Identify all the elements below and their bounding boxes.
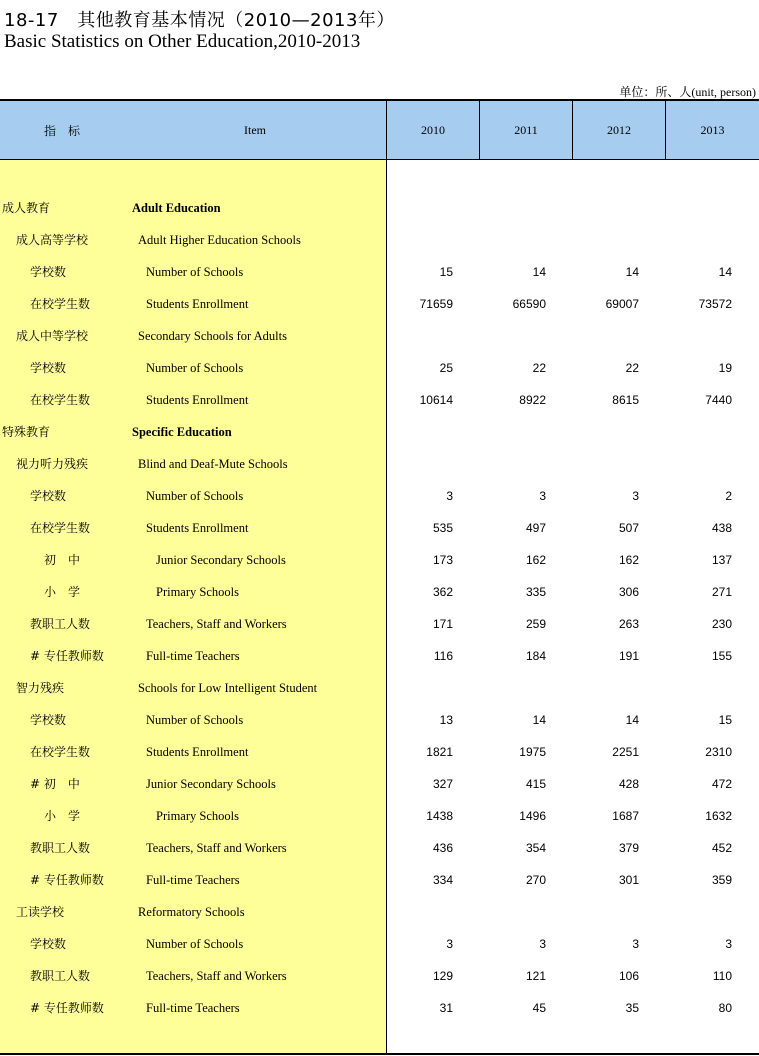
value-cell-2013: 2 [725,489,732,503]
table-row [0,358,759,378]
value-cell-2010: 13 [439,713,453,727]
row-label-english: Students Enrollment [146,297,249,311]
value-cell-2013: 438 [711,521,732,535]
value-cell-2010: 1821 [426,745,453,759]
value-cell-2013: 271 [711,585,732,599]
value-cell-2013: 452 [711,841,732,855]
value-cell-2010: 535 [432,521,453,535]
row-label-chinese: # 专任教师数 [30,649,104,663]
table-row [0,550,759,570]
value-cell-2011: 121 [525,969,546,983]
value-cell-2012: 191 [618,649,639,663]
value-cell-2010: 327 [432,777,453,791]
row-label-english: Teachers, Staff and Workers [146,841,287,855]
row-label-chinese: 成人中等学校 [16,329,89,343]
table-row [0,742,759,762]
row-label-english: Adult Education [132,201,221,215]
value-cell-2012: 162 [618,553,639,567]
value-cell-2013: 472 [711,777,732,791]
header-year-2012: 2012 [607,122,631,137]
value-cell-2010: 31 [439,1001,453,1015]
table-row [0,966,759,986]
header-year-2013: 2013 [700,122,725,137]
value-cell-2013: 7440 [705,393,732,407]
row-label-chinese: 在校学生数 [30,297,91,311]
value-cell-2011: 354 [525,841,546,855]
value-cell-2012: 8615 [612,393,639,407]
value-cell-2011: 259 [525,617,546,631]
header-indicator: 指 标 [43,123,80,138]
value-cell-2011: 270 [525,873,546,887]
value-cell-2012: 263 [618,617,639,631]
row-label-chinese: 学校数 [30,937,67,951]
row-label-chinese: # 专任教师数 [30,873,104,887]
value-cell-2011: 162 [525,553,546,567]
table-row [0,198,759,218]
value-cell-2010: 436 [432,841,453,855]
row-label-english: Adult Higher Education Schools [138,233,301,247]
row-label-english: Students Enrollment [146,521,249,535]
row-label-chinese: 在校学生数 [30,521,91,535]
row-label-chinese: 在校学生数 [30,745,91,759]
value-cell-2010: 3 [446,937,453,951]
table-row [0,262,759,282]
value-cell-2012: 301 [618,873,639,887]
row-label-english: Junior Secondary Schools [156,553,286,567]
row-label-chinese: 教职工人数 [30,617,91,631]
value-cell-2011: 3 [539,489,546,503]
row-label-chinese: 视力听力残疾 [16,457,89,471]
value-cell-2010: 129 [432,969,453,983]
row-label-english: Number of Schools [146,489,244,503]
unit-note: 单位：所、人(unit, person) [619,85,756,99]
row-label-english: Number of Schools [146,361,244,375]
table-row [0,678,759,698]
value-cell-2010: 10614 [419,393,453,407]
value-cell-2010: 3 [446,489,453,503]
table-row [0,838,759,858]
table-row [0,902,759,922]
value-cell-2013: 2310 [705,745,732,759]
row-label-english: Teachers, Staff and Workers [146,617,287,631]
value-cell-2013: 15 [718,713,732,727]
table-row [0,934,759,954]
row-label-chinese: # 初 中 [30,777,80,791]
value-cell-2012: 428 [618,777,639,791]
value-cell-2012: 14 [625,713,639,727]
value-cell-2012: 379 [618,841,639,855]
value-cell-2010: 15 [439,265,453,279]
value-cell-2013: 80 [718,1001,732,1015]
table-row [0,582,759,602]
value-cell-2013: 73572 [698,297,732,311]
value-cell-2012: 69007 [605,297,639,311]
header-item: Item [244,122,266,137]
row-label-english: Specific Education [132,425,232,439]
row-label-english: Primary Schools [156,809,239,823]
row-label-chinese: 教职工人数 [30,841,91,855]
table-row [0,518,759,538]
value-cell-2012: 507 [618,521,639,535]
row-label-english: Number of Schools [146,713,244,727]
table-title-chinese: 18-17 其他教育基本情况（2010—2013年） [4,10,395,31]
value-cell-2010: 173 [432,553,453,567]
value-cell-2010: 116 [433,649,453,663]
table-row [0,998,759,1018]
value-cell-2013: 14 [718,265,732,279]
table-row [0,326,759,346]
value-cell-2013: 230 [711,617,732,631]
header-year-2010: 2010 [421,122,445,137]
row-label-chinese: 学校数 [30,713,67,727]
value-cell-2010: 71659 [419,297,453,311]
value-cell-2010: 362 [432,585,453,599]
row-label-english: Junior Secondary Schools [146,777,276,791]
table-row [0,390,759,410]
value-cell-2011: 335 [525,585,546,599]
value-cell-2012: 2251 [612,745,639,759]
value-cell-2011: 22 [532,361,546,375]
table-row [0,422,759,442]
value-cell-2013: 359 [711,873,732,887]
row-label-chinese: 教职工人数 [30,969,91,983]
row-label-english: Number of Schools [146,265,244,279]
row-label-chinese: 成人教育 [2,201,51,215]
value-cell-2012: 1687 [612,809,639,823]
row-label-chinese: 小 学 [44,809,81,823]
row-label-chinese: # 专任教师数 [30,1001,104,1015]
value-cell-2013: 3 [725,937,732,951]
table-row [0,646,759,666]
table-row [0,486,759,506]
value-cell-2012: 3 [632,489,639,503]
row-label-chinese: 学校数 [30,489,67,503]
value-cell-2011: 8922 [519,393,546,407]
value-cell-2011: 45 [532,1001,546,1015]
value-cell-2011: 1975 [519,745,546,759]
row-label-english: Secondary Schools for Adults [138,329,287,343]
value-cell-2010: 1438 [426,809,453,823]
table-row [0,230,759,250]
value-cell-2012: 35 [625,1001,639,1015]
row-label-chinese: 学校数 [30,265,67,279]
table-row [0,454,759,474]
row-label-chinese: 初 中 [44,553,81,567]
row-label-english: Schools for Low Intelligent Student [138,681,318,695]
row-label-english: Number of Schools [146,937,244,951]
value-cell-2012: 14 [625,265,639,279]
row-label-english: Students Enrollment [146,393,249,407]
value-cell-2011: 184 [525,649,546,663]
row-label-english: Primary Schools [156,585,239,599]
value-cell-2013: 137 [711,553,732,567]
value-cell-2010: 171 [432,617,453,631]
row-label-english: Teachers, Staff and Workers [146,969,287,983]
value-cell-2011: 3 [539,937,546,951]
table-row [0,774,759,794]
value-cell-2012: 106 [618,969,639,983]
table-header [0,101,759,160]
value-cell-2011: 415 [525,777,546,791]
table-row [0,614,759,634]
value-cell-2011: 14 [532,265,546,279]
row-label-english: Full-time Teachers [146,1001,240,1015]
value-cell-2011: 14 [532,713,546,727]
row-label-chinese: 在校学生数 [30,393,91,407]
row-label-english: Blind and Deaf-Mute Schools [138,457,288,471]
row-label-english: Full-time Teachers [146,649,240,663]
value-cell-2013: 1632 [705,809,732,823]
value-cell-2013: 110 [712,969,732,983]
row-label-chinese: 工读学校 [16,905,65,919]
row-label-chinese: 成人高等学校 [16,233,89,247]
row-label-chinese: 学校数 [30,361,67,375]
row-label-chinese: 智力残疾 [16,681,65,695]
value-cell-2013: 155 [711,649,732,663]
value-cell-2010: 25 [439,361,453,375]
value-cell-2012: 22 [625,361,639,375]
value-cell-2013: 19 [718,361,732,375]
row-label-chinese: 小 学 [44,585,81,599]
table-row [0,294,759,314]
row-label-english: Students Enrollment [146,745,249,759]
table-row [0,806,759,826]
row-label-english: Full-time Teachers [146,873,240,887]
row-label-chinese: 特殊教育 [2,425,51,439]
table-row [0,870,759,890]
header-year-2011: 2011 [514,122,538,137]
bottom-rule [0,1053,759,1055]
value-cell-2011: 1496 [519,809,546,823]
table-row [0,710,759,730]
row-label-english: Reformatory Schools [138,905,245,919]
value-cell-2011: 497 [525,521,546,535]
value-cell-2012: 3 [632,937,639,951]
value-cell-2012: 306 [618,585,639,599]
table-title-english: Basic Statistics on Other Education,2010-2013 [4,31,361,52]
value-cell-2010: 334 [432,873,453,887]
value-cell-2011: 66590 [512,297,546,311]
